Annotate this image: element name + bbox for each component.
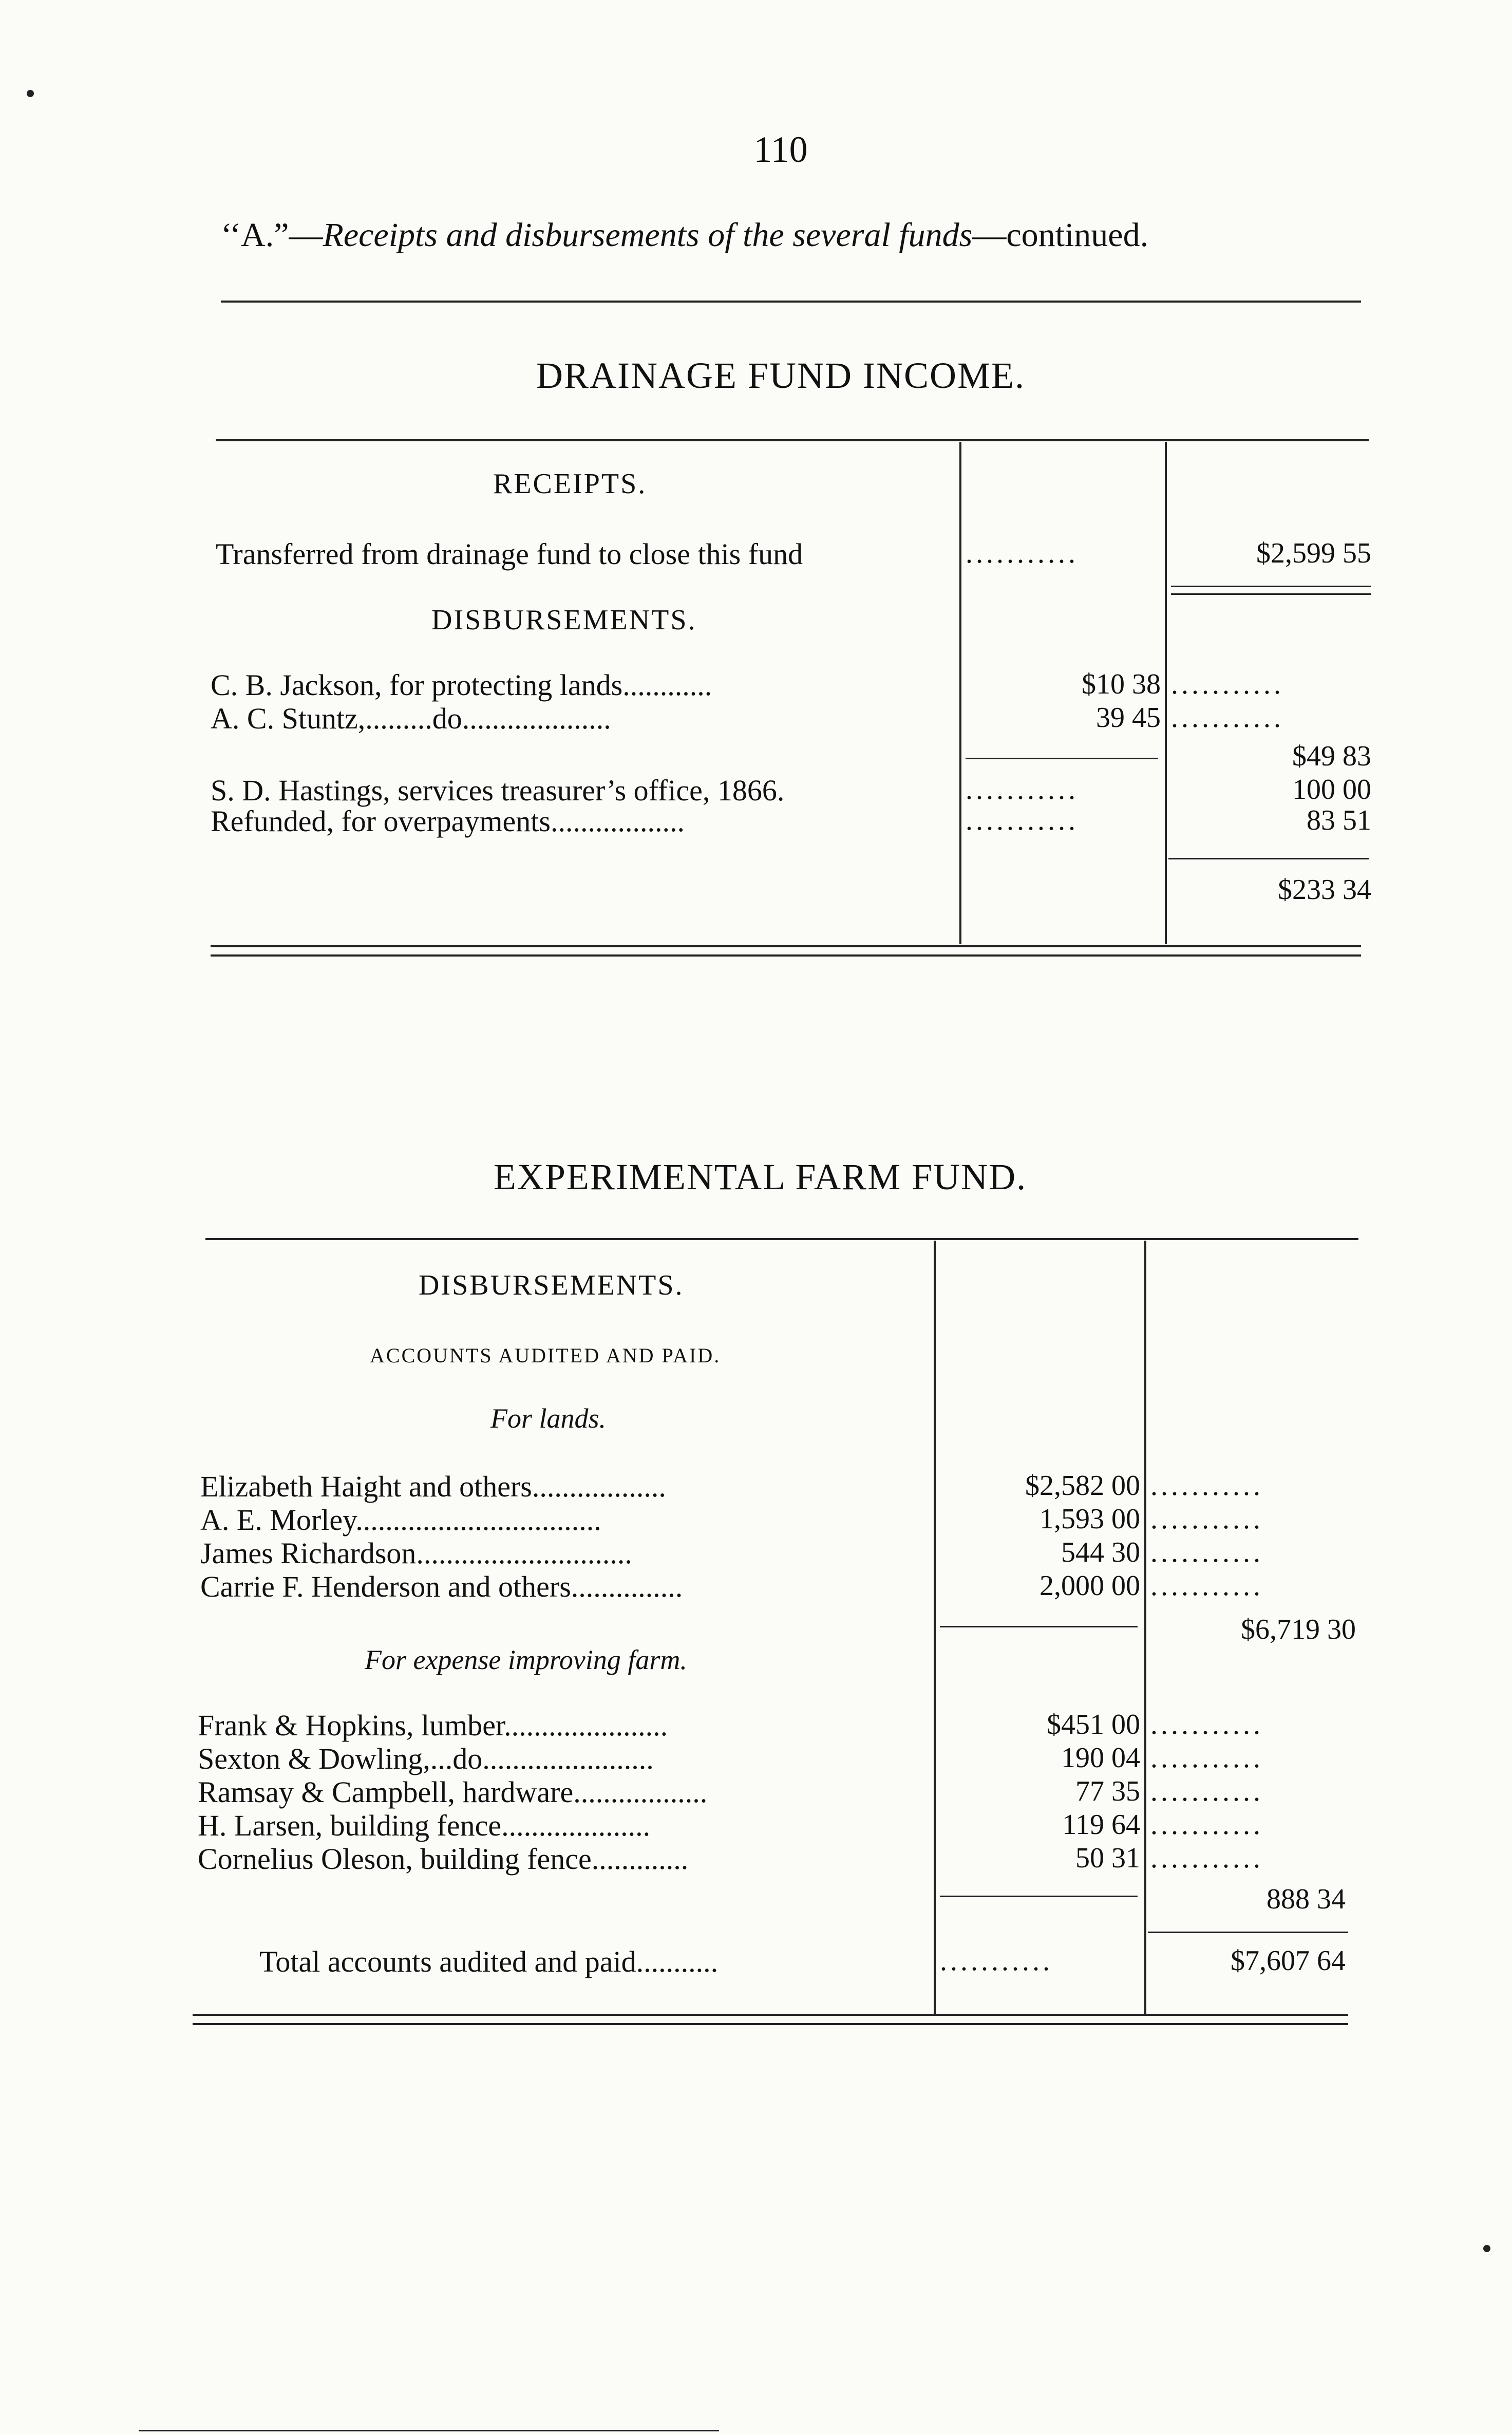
farm-improve-item-label: Frank & Hopkins, lumber......................: [198, 1709, 668, 1742]
farm-improve-item-col1: 119 64: [1062, 1809, 1140, 1841]
page-number: 110: [753, 129, 808, 170]
drainage-top-rule: [216, 439, 1369, 441]
farm-lands-heading: For lands.: [490, 1403, 607, 1434]
drainage-bottom-rule-2: [211, 954, 1361, 957]
speck: [27, 90, 34, 97]
drainage-item-col2: ...........: [1171, 668, 1284, 700]
farm-improve-item-col1: 77 35: [1075, 1775, 1140, 1807]
farm-lands-item-col2: ...........: [1150, 1570, 1263, 1602]
page-edge-line: [139, 2430, 719, 2431]
farm-lands-item-col1: 544 30: [1061, 1537, 1140, 1568]
drainage-item-label: C. B. Jackson, for protecting lands............: [211, 668, 712, 702]
drainage-item-col2: 100 00: [1292, 774, 1371, 806]
drainage-receipt-dots: ...........: [966, 537, 1079, 569]
farm-lands-total: $6,719 30: [1241, 1614, 1356, 1645]
farm-improve-item-label: H. Larsen, building fence....................: [198, 1809, 651, 1842]
running-head-italic: Receipts and disbursements of the several funds: [323, 216, 973, 254]
farm-improve-item-col2: ...........: [1150, 1842, 1263, 1874]
drainage-total: $233 34: [1278, 874, 1371, 906]
farm-improve-item-label: Sexton & Dowling,...do.......................: [198, 1742, 654, 1775]
drainage-receipts-header: RECEIPTS.: [493, 468, 647, 500]
drainage-disbursements-header: DISBURSEMENTS.: [431, 604, 697, 636]
farm-improve-item-col2: ...........: [1150, 1742, 1263, 1774]
farm-grand-dots: ...........: [940, 1945, 1053, 1977]
farm-subheader: ACCOUNTS AUDITED AND PAID.: [370, 1344, 721, 1367]
farm-improve-item-col1: 190 04: [1061, 1742, 1140, 1774]
drainage-receipt-amount: $2,599 55: [1256, 537, 1371, 569]
farm-improve-item-col2: ...........: [1150, 1709, 1263, 1740]
farm-title: EXPERIMENTAL FARM FUND.: [493, 1156, 1027, 1197]
farm-improve-item-label: Ramsay & Campbell, hardware..................: [198, 1775, 708, 1809]
farm-lands-item-col2: ...........: [1150, 1537, 1263, 1568]
speck: [1483, 2245, 1490, 2252]
drainage-total-rule: [1168, 858, 1369, 859]
drainage-item-label: A. C. Stuntz,.........do....................: [211, 702, 611, 735]
running-head: [221, 216, 1148, 255]
farm-lands-item-label: Carrie F. Henderson and others...............: [200, 1570, 683, 1603]
drainage-item-label: S. D. Hastings, services treasurer’s office, 1866.: [211, 774, 785, 807]
farm-improve-item-label: Cornelius Oleson, building fence.............: [198, 1842, 689, 1876]
farm-improve-item-col1: 50 31: [1075, 1842, 1140, 1874]
drainage-item-col1: 39 45: [1096, 702, 1161, 734]
farm-lands-item-label: A. E. Morley.................................: [200, 1503, 601, 1537]
drainage-col-divider-1: [959, 442, 961, 944]
farm-grand-total: $7,607 64: [1231, 1945, 1346, 1977]
farm-grand-rule: [1148, 1932, 1348, 1933]
drainage-title: DRAINAGE FUND INCOME.: [536, 355, 1025, 396]
farm-lands-item-col1: 2,000 00: [1040, 1570, 1140, 1602]
drainage-receipt-rule: [1171, 586, 1371, 587]
farm-bottom-rule-2: [193, 2023, 1348, 2025]
farm-lands-item-col2: ...........: [1150, 1470, 1263, 1502]
farm-lands-rule: [940, 1626, 1138, 1627]
running-head-prefix: ‘‘A.”—: [221, 216, 323, 254]
farm-improve-rule: [940, 1896, 1138, 1897]
drainage-col-divider-2: [1165, 442, 1167, 944]
farm-improve-total: 888 34: [1267, 1883, 1346, 1915]
farm-improve-item-col2: ...........: [1150, 1809, 1263, 1841]
drainage-item-label: Refunded, for overpayments..................: [211, 804, 685, 838]
drainage-item-col2: ...........: [1171, 702, 1284, 734]
drainage-item-col1: ...........: [966, 804, 1079, 836]
farm-grand-label: Total accounts audited and paid...........: [259, 1945, 719, 1978]
drainage-receipt-rule-2: [1171, 593, 1371, 595]
drainage-bottom-rule: [211, 945, 1361, 947]
farm-col-divider-2: [1144, 1241, 1146, 2014]
farm-lands-item-label: James Richardson.............................: [200, 1537, 632, 1570]
drainage-item-col1: ...........: [966, 774, 1079, 806]
drainage-subtotal-rule: [966, 758, 1158, 759]
farm-lands-item-col1: 1,593 00: [1040, 1503, 1140, 1535]
farm-top-rule: [205, 1238, 1358, 1240]
farm-improve-item-col2: ...........: [1150, 1775, 1263, 1807]
drainage-item-col1: $10 38: [1082, 668, 1161, 700]
farm-disbursements-header: DISBURSEMENTS.: [419, 1269, 684, 1301]
drainage-item-col2: 83 51: [1307, 804, 1371, 836]
head-rule: [221, 301, 1361, 303]
farm-improve-item-col1: $451 00: [1047, 1709, 1140, 1740]
farm-bottom-rule: [193, 2014, 1348, 2016]
drainage-receipt-line: Transferred from drainage fund to close this fund: [216, 537, 803, 571]
farm-improve-heading: For expense improving farm.: [365, 1644, 687, 1675]
farm-col-divider-1: [934, 1241, 936, 2014]
running-head-suffix: —continued.: [972, 216, 1149, 254]
farm-lands-item-col1: $2,582 00: [1025, 1470, 1140, 1502]
farm-lands-item-col2: ...........: [1150, 1503, 1263, 1535]
drainage-subtotal: $49 83: [1292, 740, 1371, 772]
farm-lands-item-label: Elizabeth Haight and others..................: [200, 1470, 666, 1503]
